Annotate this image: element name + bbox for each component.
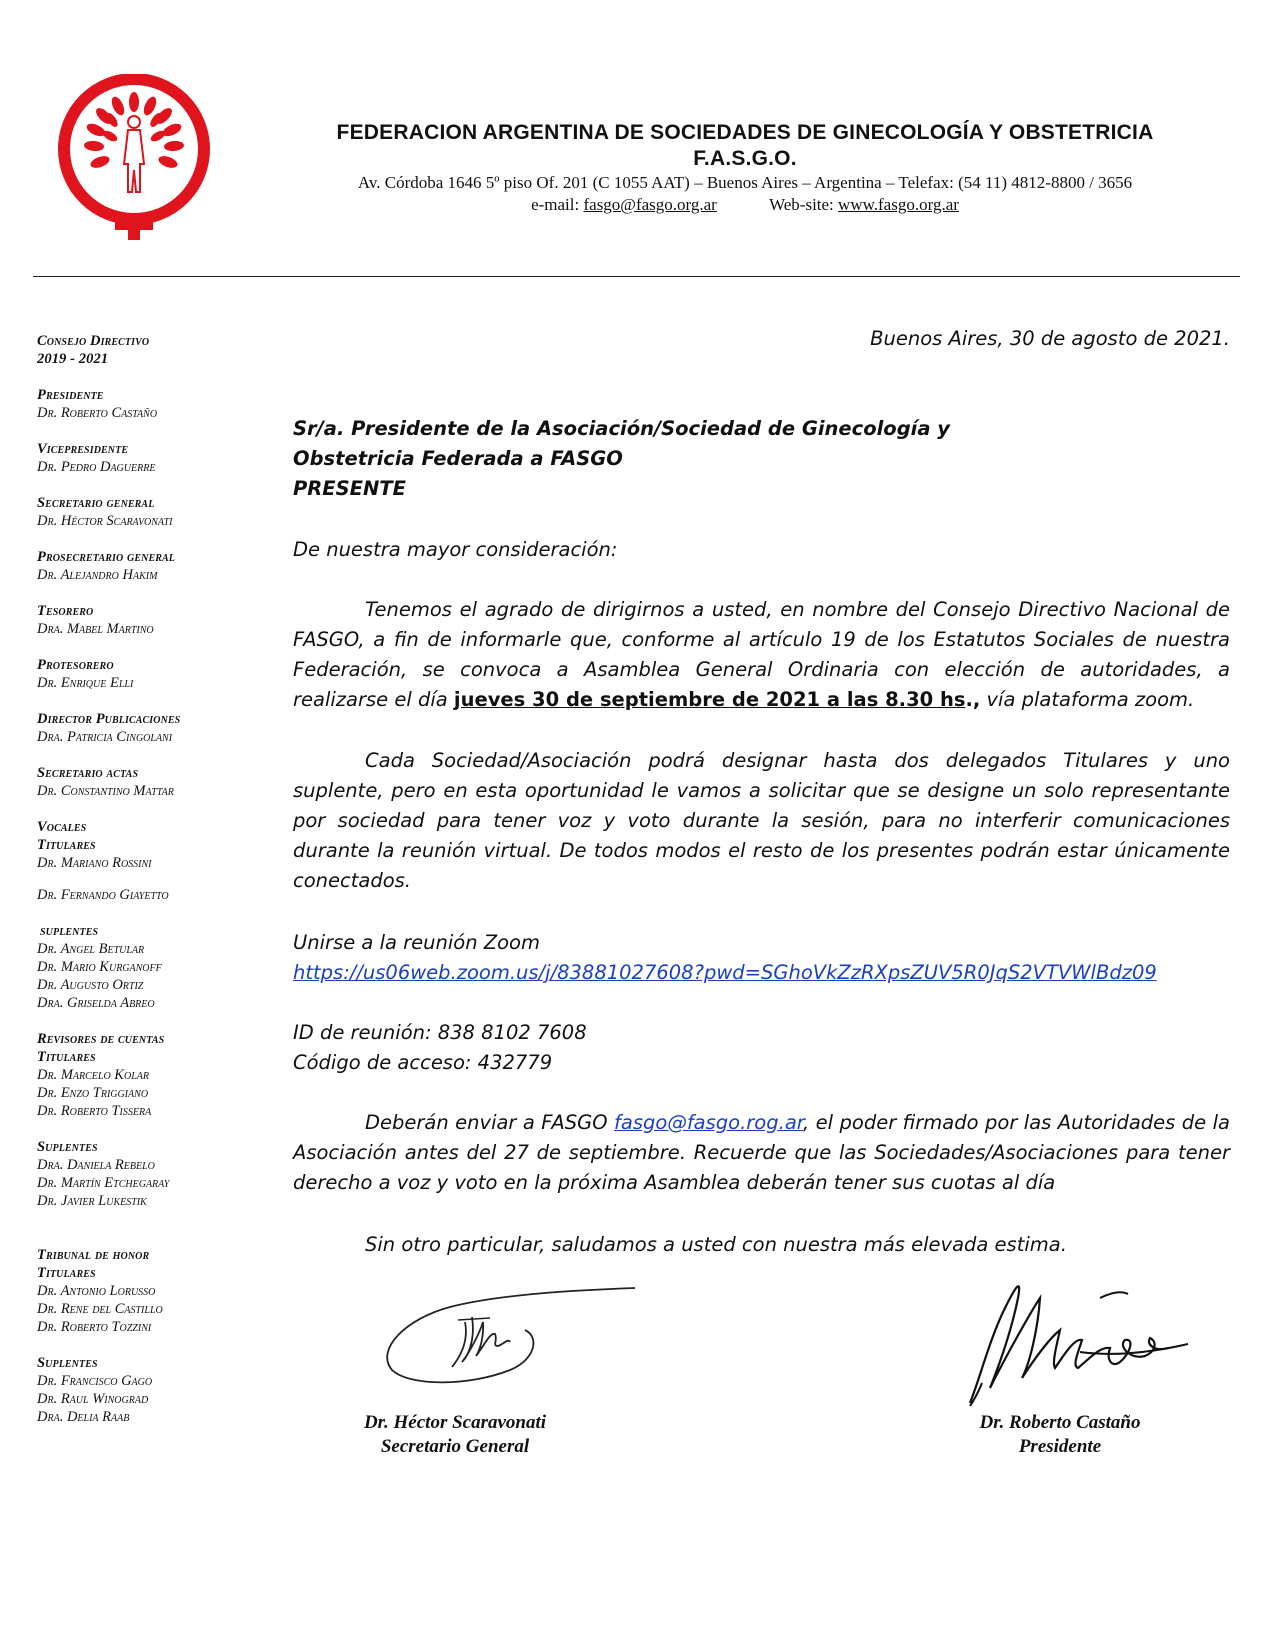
member-name: Dr. Fernando Giayetto: [37, 887, 169, 903]
role-label: Vocales: [37, 819, 87, 835]
vocales-suplentes-entry: [37, 922, 277, 1012]
member-name: Dr. Francisco Gago: [37, 1373, 153, 1389]
role-sublabel: Titulares: [37, 837, 96, 853]
fasgo-logo: [56, 74, 216, 254]
prosecretario-entry: [37, 548, 277, 584]
letterhead: [300, 120, 1190, 216]
zoom-block: [293, 928, 1230, 988]
director-publicaciones-entry: [37, 710, 277, 746]
paragraph-text: vía plataforma zoom.: [980, 688, 1195, 711]
member-name: Dr. Augusto Ortiz: [37, 977, 144, 993]
punctuation: .,: [965, 688, 981, 711]
paragraph-text: Tenemos el agrado de dirigirnos a usted, en nombre del Consejo Directivo Nacional de FASGO, a fin de informarle que, conforme al artículo 19 de los Estatutos Sociales de nuestra Federación, se convoca a Asamblea General Ordinaria con elección de autoridades, a realizarse el día: [293, 598, 1230, 711]
organization-title: FEDERACION ARGENTINA DE SOCIEDADES DE GINECOLOGÍA Y OBSTETRICIA: [336, 121, 1154, 144]
paragraph-text: , el poder firmado por las Autoridades de la Asociación antes del 27 de septiembre. Recuerde que las Sociedades/Asociaciones para tener derecho a voz y voto en la próxima Asamblea deberán tener sus cuotas al día: [293, 1111, 1230, 1194]
website-link[interactable]: www.fasgo.org.ar: [838, 195, 959, 214]
web-label: Web-site:: [769, 195, 834, 214]
signatory-title: Secretario General: [380, 1436, 530, 1457]
header-divider: [33, 276, 1240, 277]
paragraph-text: Deberán enviar a FASGO: [365, 1111, 615, 1134]
email-link[interactable]: fasgo@fasgo.org.ar: [583, 195, 717, 214]
role-label: Director Publicaciones: [37, 711, 181, 727]
meeting-id: ID de reunión: 838 8102 7608: [293, 1021, 587, 1044]
organization-address: Av. Córdoba 1646 5º piso Of. 201 (C 1055 AAT) – Buenos Aires – Argentina – Telefax: (54 11) 4812-8800 / 3656: [357, 173, 1133, 192]
zoom-link[interactable]: https://us06web.zoom.us/j/83881027608?pwd=SGhoVkZzRXpsZUV5R0JqS2VTVWlBdz09: [293, 961, 1157, 984]
contact-line: [300, 194, 1190, 216]
member-name: Dr. Roberto Tissera: [37, 1103, 152, 1119]
greeting: De nuestra mayor consideración:: [293, 538, 618, 561]
role-label: Secretario actas: [37, 765, 139, 781]
member-name: Dr. Héctor Scaravonati: [37, 513, 173, 529]
presidente-entry: [37, 386, 277, 422]
member-name: Dr. Javier Lukestik: [37, 1193, 147, 1209]
role-sublabel: Titulares: [37, 1049, 96, 1065]
protesorero-entry: [37, 656, 277, 692]
addressee-line: Sr/a. Presidente de la Asociación/Sociedad de Ginecología y: [293, 417, 950, 440]
member-name: Dr. Roberto Castaño: [37, 405, 158, 421]
signature-scaravonati: [380, 1282, 640, 1392]
tribunal-entry: [37, 1246, 277, 1336]
role-label: Suplentes: [37, 1139, 98, 1155]
addressee-block: [293, 414, 1230, 504]
member-name: Dr. Alejandro Hakim: [37, 567, 158, 583]
role-label: Protesorero: [37, 657, 114, 673]
council-period: 2019 - 2021: [37, 351, 109, 367]
member-name: Dr. Pedro Daguerre: [37, 459, 156, 475]
meeting-datetime: jueves 30 de septiembre de 2021 a las 8.30 hs: [453, 688, 966, 711]
member-name: Dr. Enzo Triggiano: [37, 1085, 149, 1101]
role-sublabel: Titulares: [37, 1265, 96, 1281]
paragraph-convocation: [293, 595, 1230, 715]
closing-line: Sin otro particular, saludamos a usted con nuestra más elevada estima.: [365, 1233, 1067, 1256]
role-label: Secretario general: [37, 495, 155, 511]
role-label: suplentes: [40, 923, 99, 939]
member-name: Dra. Patricia Cingolani: [37, 729, 173, 745]
revisores-suplentes-entry: [37, 1138, 277, 1210]
member-name: Dr. Martín Etchegaray: [37, 1175, 170, 1191]
email-label: e-mail:: [531, 195, 580, 214]
secretario-general-entry: [37, 494, 277, 530]
addressee-line: PRESENTE: [293, 477, 406, 500]
role-label: Presidente: [37, 387, 104, 403]
paragraph-delegates: Cada Sociedad/Asociación podrá designar hasta dos delegados Titulares y uno suplente, pero en esta oportunidad le vamos a solicitar que se designe un solo representante por sociedad para tener voz y voto durante la sesión, para no interferir comunicaciones durante la reunión virtual. De todos modos el resto de los presentes podrán estar únicamente conectados.: [293, 749, 1230, 892]
addressee-line: Obstetricia Federada a FASGO: [293, 447, 623, 470]
role-label: Revisores de cuentas: [37, 1031, 165, 1047]
signatory-name: Dr. Roberto Castaño: [979, 1412, 1141, 1433]
vocales-entry: [37, 818, 277, 872]
tesorero-entry: [37, 602, 277, 638]
role-label: Suplentes: [37, 1355, 98, 1371]
zoom-label: Unirse a la reunión Zoom: [293, 931, 540, 954]
role-label: Vicepresidente: [37, 441, 129, 457]
member-name: Dr. Antonio Lorusso: [37, 1283, 156, 1299]
council-heading: [37, 332, 277, 368]
signatory-left: [330, 1411, 580, 1459]
paragraph-power-of-attorney: [293, 1108, 1230, 1198]
member-name: Dr. Mario Kurganoff: [37, 959, 162, 975]
member-name: Dr. Roberto Tozzini: [37, 1319, 152, 1335]
member-name: Dra. Daniela Rebelo: [37, 1157, 155, 1173]
secretario-actas-entry: [37, 764, 277, 800]
member-name: Dr. Angel Betular: [37, 941, 145, 957]
member-name: Dr. Enrique Elli: [37, 675, 134, 691]
signatory-name: Dr. Héctor Scaravonati: [363, 1412, 547, 1433]
signatory-right: [945, 1411, 1175, 1459]
signatory-title: Presidente: [1018, 1436, 1102, 1457]
meeting-credentials: [293, 1018, 1230, 1078]
vocales-entry-extra: [37, 886, 277, 904]
member-name: Dra. Mabel Martino: [37, 621, 154, 637]
organization-acronym: F.A.S.G.O.: [693, 147, 797, 170]
member-name: Dr. Rene del Castillo: [37, 1301, 163, 1317]
member-name: Dr. Marcelo Kolar: [37, 1067, 149, 1083]
signature-castano: [960, 1268, 1200, 1418]
revisores-entry: [37, 1030, 277, 1120]
board-sidebar: [37, 332, 277, 1444]
access-code: Código de acceso: 432779: [293, 1051, 553, 1074]
fasgo-email-link[interactable]: fasgo@fasgo.rog.ar: [614, 1111, 803, 1134]
role-label: Prosecretario general: [37, 549, 175, 565]
letter-date: Buenos Aires, 30 de agosto de 2021.: [870, 327, 1230, 350]
member-name: Dra. Griselda Abreo: [37, 995, 155, 1011]
member-name: Dra. Delia Raab: [37, 1409, 130, 1425]
member-name: Dr. Constantino Mattar: [37, 783, 174, 799]
tribunal-suplentes-entry: [37, 1354, 277, 1426]
vicepresidente-entry: [37, 440, 277, 476]
role-label: Tesorero: [37, 603, 94, 619]
council-title: Consejo Directivo: [37, 333, 150, 349]
member-name: Dr. Mariano Rossini: [37, 855, 152, 871]
role-label: Tribunal de honor: [37, 1247, 150, 1263]
member-name: Dr. Raul Winograd: [37, 1391, 149, 1407]
